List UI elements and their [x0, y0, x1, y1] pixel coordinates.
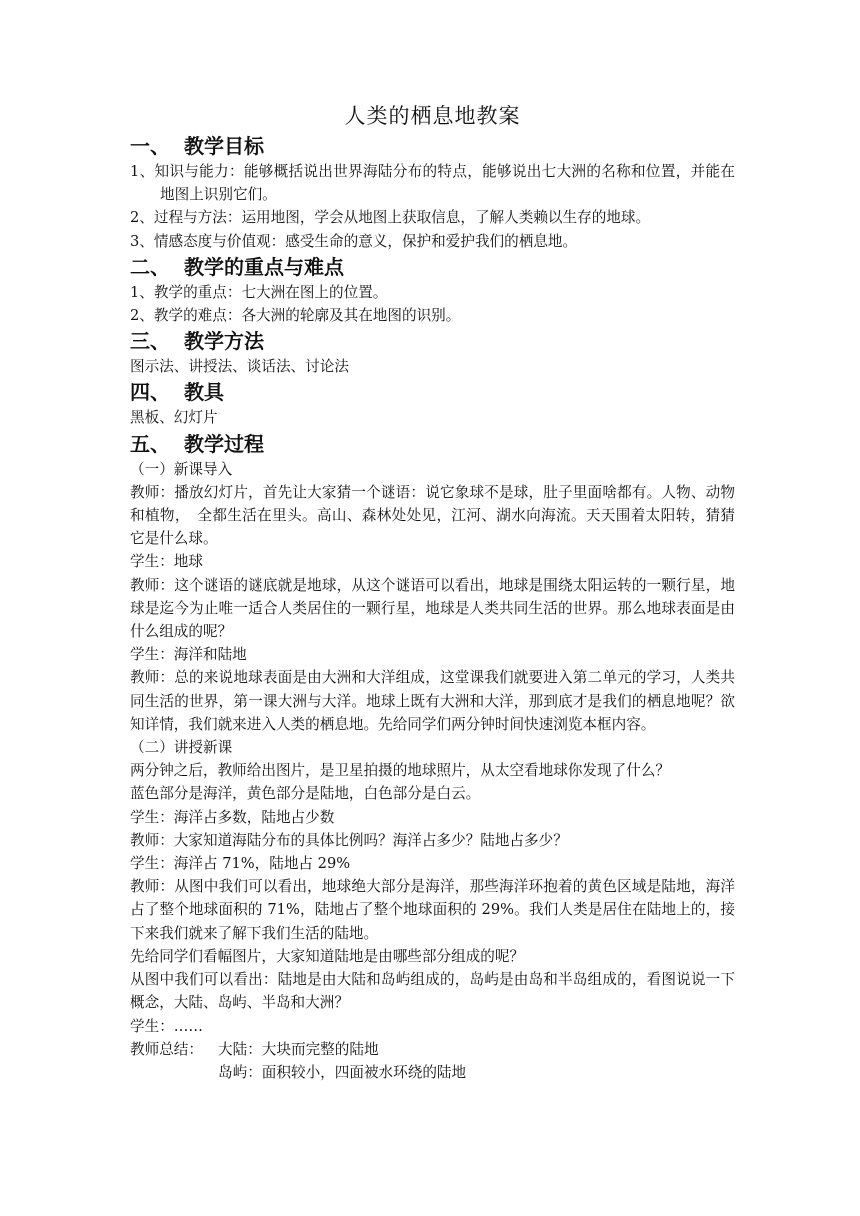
goal-item: 2、过程与方法：运用地图，学会从地图上获取信息，了解人类赖以生存的地球。	[130, 209, 651, 227]
section-heading-process: 五、 教学过程	[130, 431, 264, 456]
methods-text: 图示法、讲授法、谈话法、讨论法	[130, 358, 349, 376]
paragraph: 教师：总的来说地球表面是由大洲和大洋组成，这堂课我们就要进入第二单元的学习，人类共同生活的世界，第一课大洲与大洋。地球上既有大洲和大洋，那到底才是我们的栖息地呢？欲知详情，我们就来进入人类的栖息地。先给同学们两分钟时间快速浏览本框内容。	[130, 669, 735, 733]
paragraph: 教师：这个谜语的谜底就是地球，从这个谜语可以看出，地球是围绕太阳运转的一颗行星，地球是迄今为止唯一适合人类居住的一颗行星，地球是人类共同生活的世界。那么地球表面是由什么组成的呢？	[130, 576, 735, 641]
paragraph: 蓝色部分是海洋，黄色部分是陆地，白色部分是白云。	[130, 785, 481, 803]
goal-item: 3、情感态度与价值观：感受生命的意义，保护和爱护我们的栖息地。	[130, 232, 578, 250]
subsection-intro: （一）新课导入	[130, 460, 233, 478]
subsection-lecture: （二）讲授新课	[130, 739, 233, 757]
paragraph: 学生：……	[130, 1017, 203, 1035]
paragraph: 学生：海洋占 71%，陆地占 29%	[130, 855, 351, 873]
section-heading-keypoints: 二、 教学的重点与难点	[130, 254, 344, 279]
keypoint-item: 1、教学的重点：七大洲在图上的位置。	[130, 283, 388, 301]
section-heading-tools: 四、 教具	[130, 380, 224, 405]
keypoint-item: 2、教学的难点：各大洲的轮廓及其在地图的识别。	[130, 307, 461, 325]
teacher-summary	[130, 1038, 735, 1061]
goal-item: 1、知识与能力：能够概括说出世界海陆分布的特点，能够说出七大洲的名称和位置，并能在地图上识别它们。	[130, 163, 735, 204]
teacher-summary-continued	[130, 1061, 735, 1084]
paragraph: 教师：大家知道海陆分布的具体比例吗？海洋占多少？陆地占多少？	[130, 831, 568, 849]
paragraph: 学生：地球	[130, 553, 203, 571]
section-heading-methods: 三、 教学方法	[130, 329, 264, 354]
paragraph: 学生：海洋和陆地	[130, 646, 247, 664]
paragraph: 从图中我们可以看出：陆地是由大陆和岛屿组成的，岛屿是由岛和半岛组成的，看图说说一下概念，大陆、岛屿、半岛和大洲？	[130, 971, 735, 1012]
paragraph: 学生：海洋占多数，陆地占少数	[130, 808, 335, 826]
paragraph: 先给同学们看幅图片，大家知道陆地是由哪些部分组成的呢？	[130, 947, 525, 965]
paragraph: 教师：从图中我们可以看出，地球绝大部分是海洋，那些海洋环抱着的黄色区域是陆地，海洋占了整个地球面积的 71%，陆地占了整个地球面积的 29%。我们人类是居住在陆地上的，接下来我们就来了解下我们生活的陆地。	[130, 878, 735, 942]
summary-item: 岛屿：面积较小，四面被水环绕的陆地	[218, 1063, 467, 1081]
section-heading-goals: 一、 教学目标	[130, 134, 264, 158]
summary-item: 大陆：大块而完整的陆地	[218, 1040, 379, 1058]
summary-label: 教师总结：	[130, 1040, 203, 1058]
document-title: 人类的栖息地教案	[344, 104, 521, 128]
paragraph: 两分钟之后，教师给出图片，是卫星拍摄的地球照片，从太空看地球你发现了什么？	[130, 762, 670, 780]
document-page	[130, 100, 735, 1084]
tools-text: 黑板、幻灯片	[130, 409, 218, 427]
paragraph: 教师：播放幻灯片，首先让大家猜一个谜语：说它象球不是球，肚子里面啥都有。人物、动物和植物， 全都生活在里头。高山、森林处处见，江河、湖水向海流。天天围着太阳转，猜猜它是什么球。	[130, 483, 735, 548]
